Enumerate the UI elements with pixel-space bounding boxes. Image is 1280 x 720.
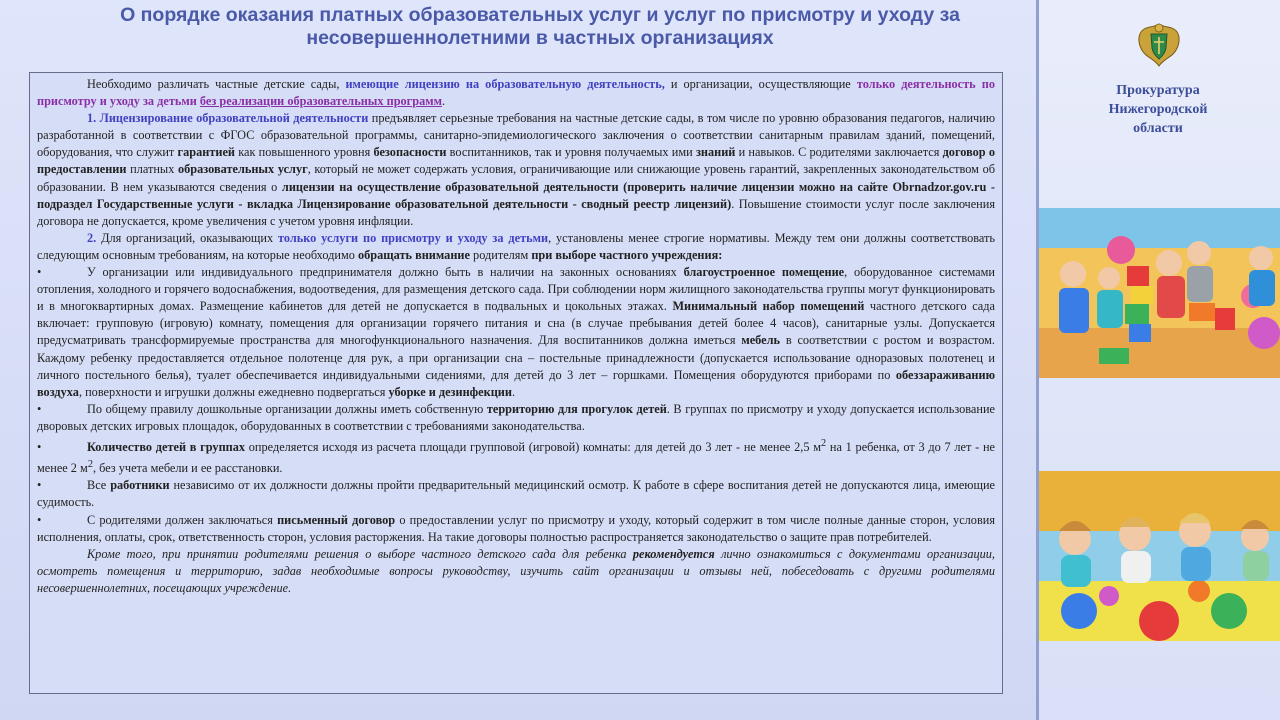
bullet-marker: • (37, 512, 42, 527)
care-services-paragraph: 2. Для организаций, оказывающих только услуги по присмотру и уходу за детьми, установлены менее строгие нормативы. Между тем они должны соответствовать следующим основным требованиям, на которые необходимо обращать внимание родителям при выборе частного учреждения: (37, 230, 995, 262)
page-title: О порядке оказания платных образовательных услуг и услуг по присмотру и уходу за несовершеннолетними в частных организациях (120, 4, 960, 49)
bullet-staff: • Все работники независимо от их должности должны пройти предварительный медицинский осмотр. К работе в сфере воспитания детей не допускаются лица, имеющие судимость. (37, 478, 995, 510)
bullet-territory: • По общему правилу дошкольные организации должны иметь собственную территорию для прогулок детей. В группах по присмотру и уходу допускается использование дворовых детских игровых площадок, оборудованных в соответствии с требованиями законодательства. (37, 401, 995, 433)
kids-painting-photo (1039, 471, 1280, 641)
document-text-box (29, 72, 1003, 694)
bullet-premises: • У организации или индивидуального предпринимателя должно быть в наличии на законных основаниях благоустроенное помещение, оборудованное системами отопления, холодного и горячего водоснабжения, водоотведения, для размещения детского сада. При соблюдении норм жилищного законодательства группы могут функционировать и в многоквартирных домах. Размещение кабинетов для детей не допускается в подвальных и цокольных этажах. Минимальный набор помещений частного детского сада включает: групповую (игровую) комнату, помещения для организации горячего питания и сна (в случае пребывания детей более 4 часов), санитарные узлы. Допускается предусматривать трансформируемые пространства для многофункционального назначения. Для воспитанников должна иметься мебель в соответствии с ростом и возрастом. Каждому ребенку предоставляется отдельное полотенце для рук, а при организации сна – постельные принадлежности (допускается использование одноразовых полотенец и личного постельного белья), туалет обеспечивается индивидуальными сидениями, для детей до 3 лет – горшками. Помещения оборудуются приборами по обеззараживанию воздуха, поверхности и игрушки должны ежедневно подвергаться уборке и дезинфекции. (37, 265, 996, 399)
intro-paragraph: Необходимо различать частные детские сады, имеющие лицензию на образовательную деятельность, и организации, осуществляющие только деятельность по присмотру и уходу за детьми без реализации образовательных программ. (37, 77, 995, 109)
prosecutor-emblem-icon (1133, 18, 1185, 70)
bullet-contract: • С родителями должен заключаться письменный договор о предоставлении услуг по присмотру и уходу, который содержит в том числе полные данные сторон, условия исполнения, оплаты, срок, ответственность сторон, условия расторжения. На такие договоры полностью распространяется законодательство о защите прав потребителей. (37, 512, 995, 544)
bullet-marker: • (37, 401, 42, 416)
bullet-marker: • (37, 478, 42, 493)
bullet-group-size: • Количество детей в группах определяется исходя из расчета площади групповой (игровой) комнаты: для детей до 3 лет - не менее 2,5 $м^2$ на 1 ребенка, от 3 до 7 лет - не менее 2 $м^2$, без учета мебели и ее расстановки. (37, 437, 995, 476)
licensing-paragraph: 1. Лицензирование образовательной деятельности предъявляет серьезные требования на частные детские сады, в том числе по уровню образования педагогов, наличию разработанной в соответствии с ФГОС образовательной программы, санитарно-эпидемиологического заключения о соответствии санитарным правилам зданий, помещений, оборудования, что служит гарантией как повышенного уровня безопасности воспитанников, так и уровня получаемых ими знаний и навыков. С родителями заключается договор о предоставлении платных образовательных услуг, который не может содержать условия, ограничивающие или снижающие уровень гарантий, закрепленных законодательством об образовании. В нем указываются сведения о лицензии на осуществление образовательной деятельности (проверить наличие лицензии можно на сайте Obrnadzor.gov.ru - подраздел Государственные услуги - вкладка Лицензирование образовательной деятельности - сводный реестр лицензий). Повышение стоимости услуг после заключения договора не допускается, кроме увеличения с учетом уровня инфляции. (37, 111, 996, 228)
bullet-marker: • (37, 440, 42, 455)
recommendation-paragraph: Кроме того, при принятии родителями решения о выборе частного детского сада для ребенка рекомендуется лично ознакомиться с документами организации, осмотреть помещения и территорию, задав необходимые вопросы руководству, изучить сайт организации и отзывы ней, побеседовать с другими родителями несовершеннолетних, посещающих учреждение. (37, 546, 995, 595)
organization-name: Прокуратура Нижегородской области (1108, 83, 1208, 136)
bullet-marker: • (37, 265, 42, 280)
kids-playing-blocks-photo (1039, 208, 1280, 378)
